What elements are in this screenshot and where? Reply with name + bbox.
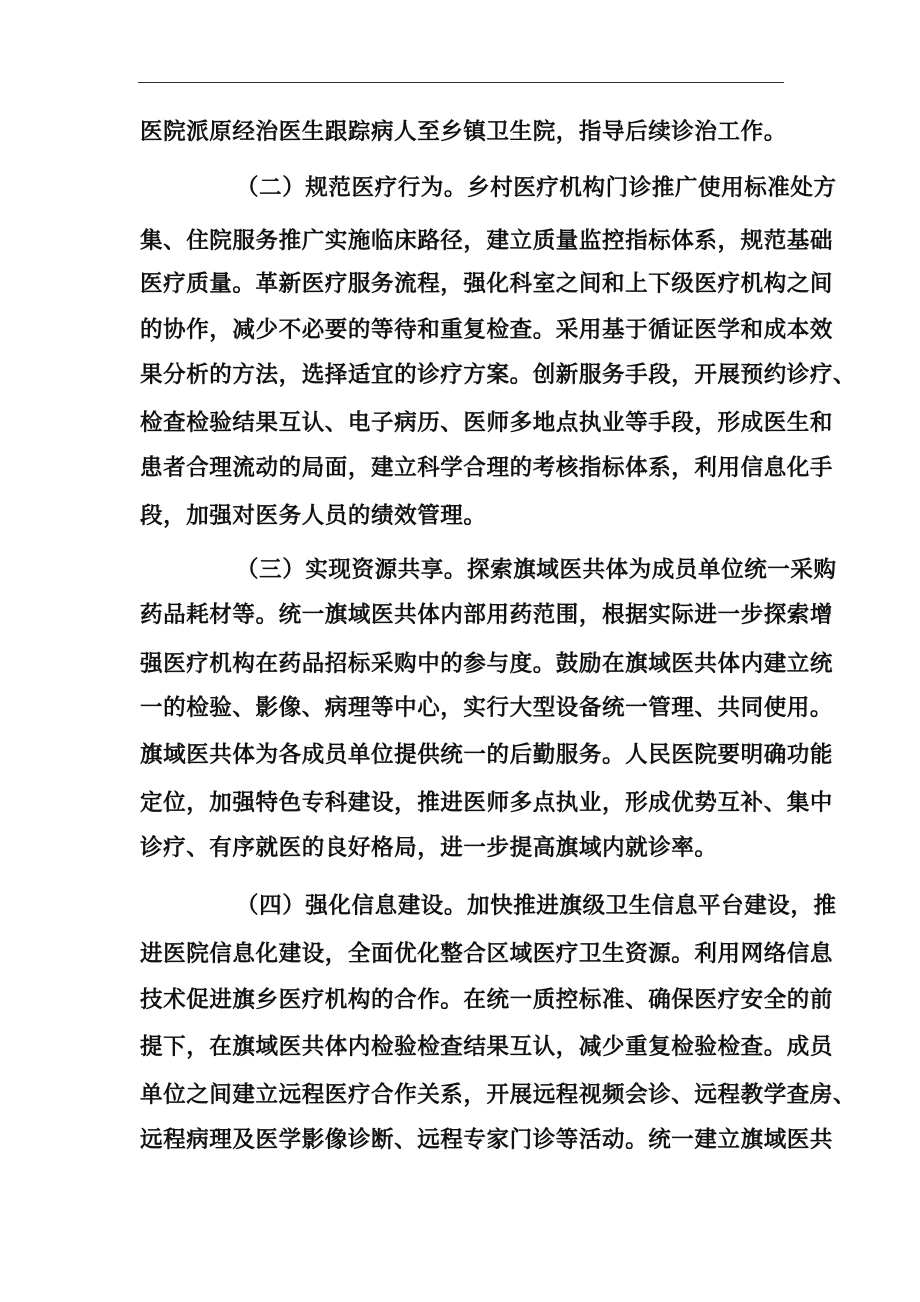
paragraph-4-line-1: （四）强化信息建设。加快推进旗级卫生信息平台建设，推 <box>236 893 837 919</box>
paragraph-2-line-6: 检查检验结果互认、电子病历、医师多地点执业等手段，形成医生和 <box>140 410 834 436</box>
paragraph-3-line-6: 定位，加强特色专科建设，推进医师多点执业，形成优势互补、集中 <box>140 790 834 816</box>
paragraph-3-line-7: 诊疗、有序就医的良好格局，进一步提高旗域内就诊率。 <box>140 835 718 861</box>
header-rule <box>138 82 784 83</box>
paragraph-4-line-4: 提下，在旗域医共体内检验检查结果互认，减少重复检验检查。成员 <box>140 1034 834 1060</box>
text-line-1: 医院派原经治医生跟踪病人至乡镇卫生院，指导后续诊治工作。 <box>140 119 787 145</box>
paragraph-3-line-1: （三）实现资源共享。探索旗域医共体为成员单位统一采购 <box>236 557 837 583</box>
paragraph-2-line-3: 医疗质量。革新医疗服务流程，强化科室之间和上下级医疗机构之间 <box>140 271 834 297</box>
paragraph-2-line-1: （二）规范医疗行为。乡村医疗机构门诊推广使用标准处方 <box>236 175 837 201</box>
paragraph-3-line-5: 旗域医共体为各成员单位提供统一的后勤服务。人民医院要明确功能 <box>140 742 834 768</box>
paragraph-4-line-5: 单位之间建立远程医疗合作关系，开展远程视频会诊、远程教学查房、 <box>140 1082 857 1108</box>
paragraph-2-line-2: 集、住院服务推广实施临床路径，建立质量监控指标体系，规范基础 <box>140 228 834 254</box>
paragraph-3-line-4: 一的检验、影像、病理等中心，实行大型设备统一管理、共同使用。 <box>140 695 834 721</box>
paragraph-3-line-2: 药品耗材等。统一旗域医共体内部用药范围，根据实际进一步探索增 <box>140 602 834 628</box>
paragraph-4-line-2: 进医院信息化建设，全面优化整合区域医疗卫生资源。利用网络信息 <box>140 941 834 967</box>
paragraph-2-line-5: 果分析的方法，选择适宜的诊疗方案。创新服务手段，开展预约诊疗、 <box>140 362 857 388</box>
paragraph-2-line-7: 患者合理流动的局面，建立科学合理的考核指标体系，利用信息化手 <box>140 455 834 481</box>
paragraph-2-line-4: 的协作，减少不必要的等待和重复检查。采用基于循证医学和成本效 <box>140 317 834 343</box>
paragraph-2-line-8: 段，加强对医务人员的绩效管理。 <box>140 503 487 529</box>
paragraph-4-line-6: 远程病理及医学影像诊断、远程专家门诊等活动。统一建立旗域医共 <box>140 1127 834 1153</box>
paragraph-4-line-3: 技术促进旗乡医疗机构的合作。在统一质控标准、确保医疗安全的前 <box>140 987 834 1013</box>
paragraph-3-line-3: 强医疗机构在药品招标采购中的参与度。鼓励在旗域医共体内建立统 <box>140 651 834 677</box>
